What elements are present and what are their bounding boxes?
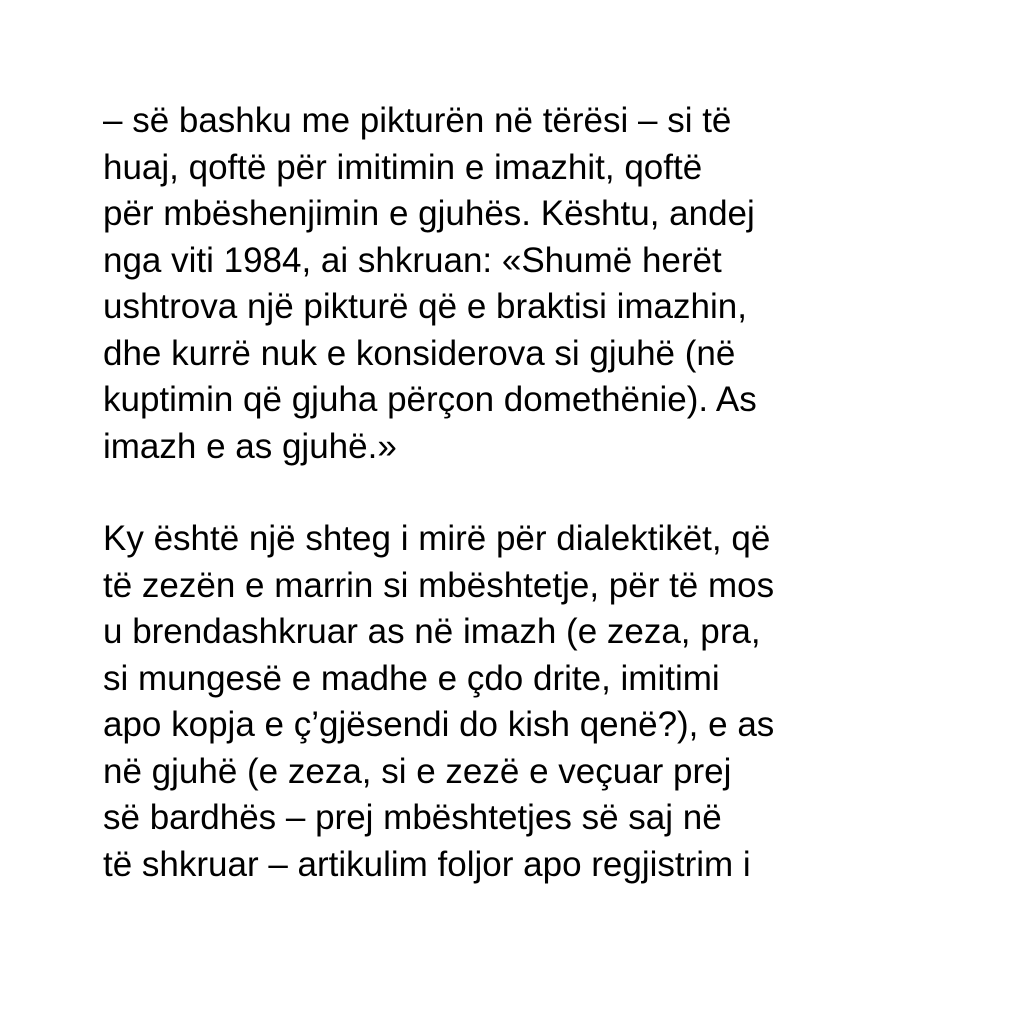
text-line: së bardhës – prej mbështetjes së saj në	[103, 798, 722, 837]
text-line: për mbëshenjimin e gjuhës. Kështu, andej	[103, 194, 755, 233]
paragraph-2	[103, 516, 983, 888]
text-line: si mungesë e madhe e çdo drite, imitimi	[103, 658, 720, 698]
text-line: imazh e as gjuhë.»	[103, 426, 397, 466]
text-line: dhe kurrë nuk e konsiderova si gjuhë (në	[103, 333, 736, 373]
text-line: nga viti 1984, ai shkruan: «Shumë herët	[103, 240, 722, 280]
text-line: të shkruar – artikulim foljor apo regjistrim i	[103, 844, 751, 884]
text-line: – së bashku me pikturën në tërësi – si të	[103, 101, 732, 140]
text-line: u brendashkruar as në imazh (e zeza, pra,	[103, 612, 761, 651]
text-line: kuptimin që gjuha përçon domethënie). As	[103, 380, 757, 419]
paragraph-1	[103, 98, 983, 470]
text-line: Ky është një shteg i mirë për dialektikët, që	[103, 519, 771, 558]
paragraph-spacer	[103, 470, 983, 516]
text-line: huaj, qoftë për imitimin e imazhit, qoftë	[103, 147, 703, 187]
text-body	[103, 98, 983, 888]
text-line: në gjuhë (e zeza, si e zezë e veçuar prej	[103, 751, 732, 791]
text-line: të zezën e marrin si mbështetje, për të mos	[103, 565, 775, 605]
text-line: ushtrova një pikturë që e braktisi imazhin,	[103, 287, 747, 326]
text-line: apo kopja e ç’gjësendi do kish qenë?), e as	[103, 705, 775, 744]
